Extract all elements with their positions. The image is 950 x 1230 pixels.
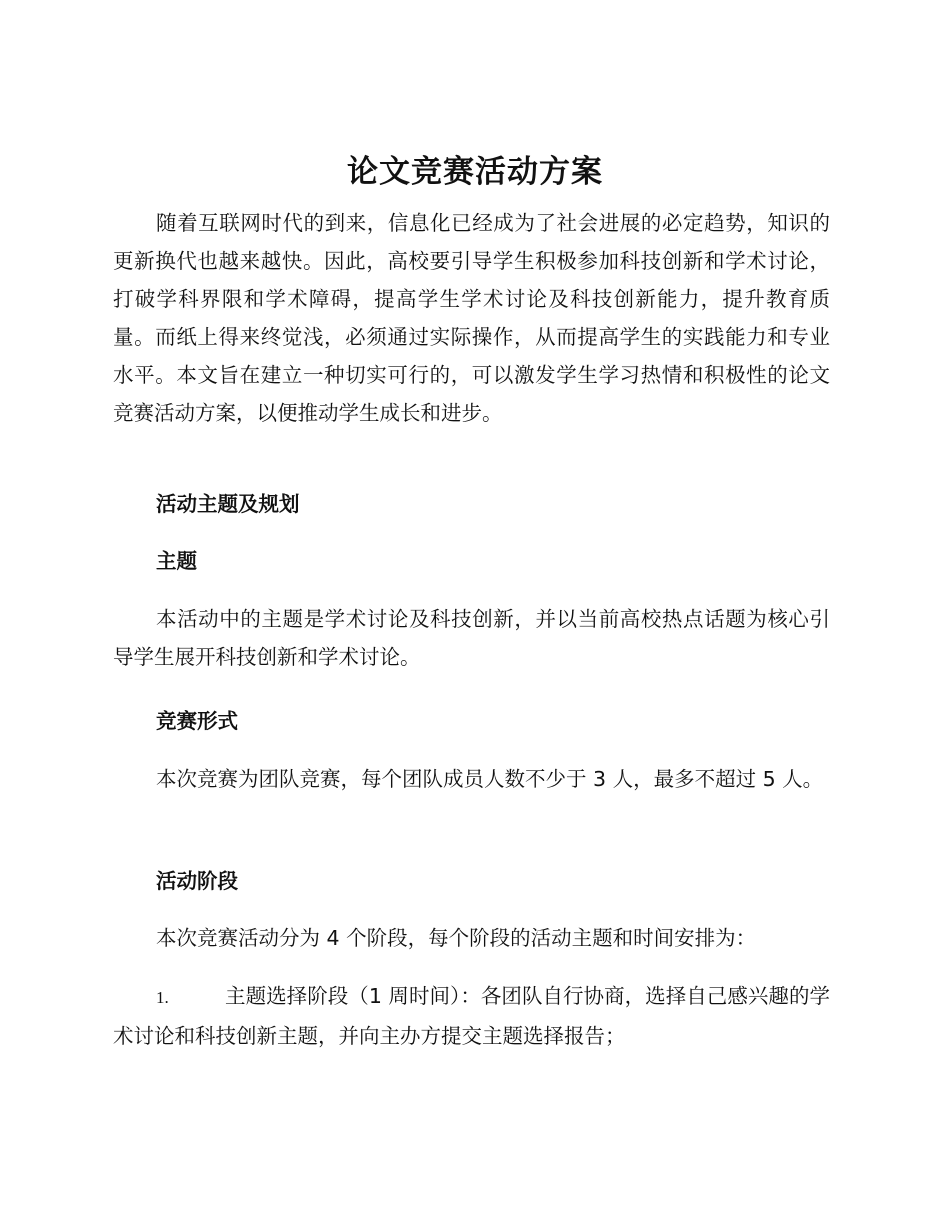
document-title: 论文竞赛活动方案 (347, 154, 603, 190)
format-paragraph: 本次竞赛为团队竞赛，每个团队成员人数不少于 3 人，最多不超过 5 人。 (156, 767, 824, 791)
list-item-number: 1. (156, 988, 169, 1007)
list-item-text: 主题选择阶段（1 周时间）：各团队自行协商，选择自己感兴趣的学术讨论和科技创新主题，并向主办方提交主题选择报告； (113, 984, 830, 1048)
theme-heading: 主题 (156, 549, 197, 573)
format-heading: 竞赛形式 (156, 709, 238, 733)
section-heading: 活动主题及规划 (156, 492, 300, 516)
theme-paragraph: 本活动中的主题是学术讨论及科技创新，并以当前高校热点话题为核心引导学生展开科技创新和学术讨论。 (113, 607, 830, 669)
stages-heading: 活动阶段 (156, 869, 238, 893)
list-item (113, 977, 830, 1055)
stages-intro-paragraph: 本次竞赛活动分为 4 个阶段，每个阶段的活动主题和时间安排为： (156, 926, 757, 950)
intro-paragraph: 随着互联网时代的到来，信息化已经成为了社会进展的必定趋势，知识的更新换代也越来越快。因此，高校要引导学生积极参加科技创新和学术讨论，打破学科界限和学术障碍，提高学生学术讨论及科技创新能力，提升教育质量。而纸上得来终觉浅，必须通过实际操作，从而提高学生的实践能力和专业水平。本文旨在建立一种切实可行的，可以激发学生学习热情和积极性的论文竞赛活动方案，以便推动学生成长和进步。 (113, 211, 830, 425)
